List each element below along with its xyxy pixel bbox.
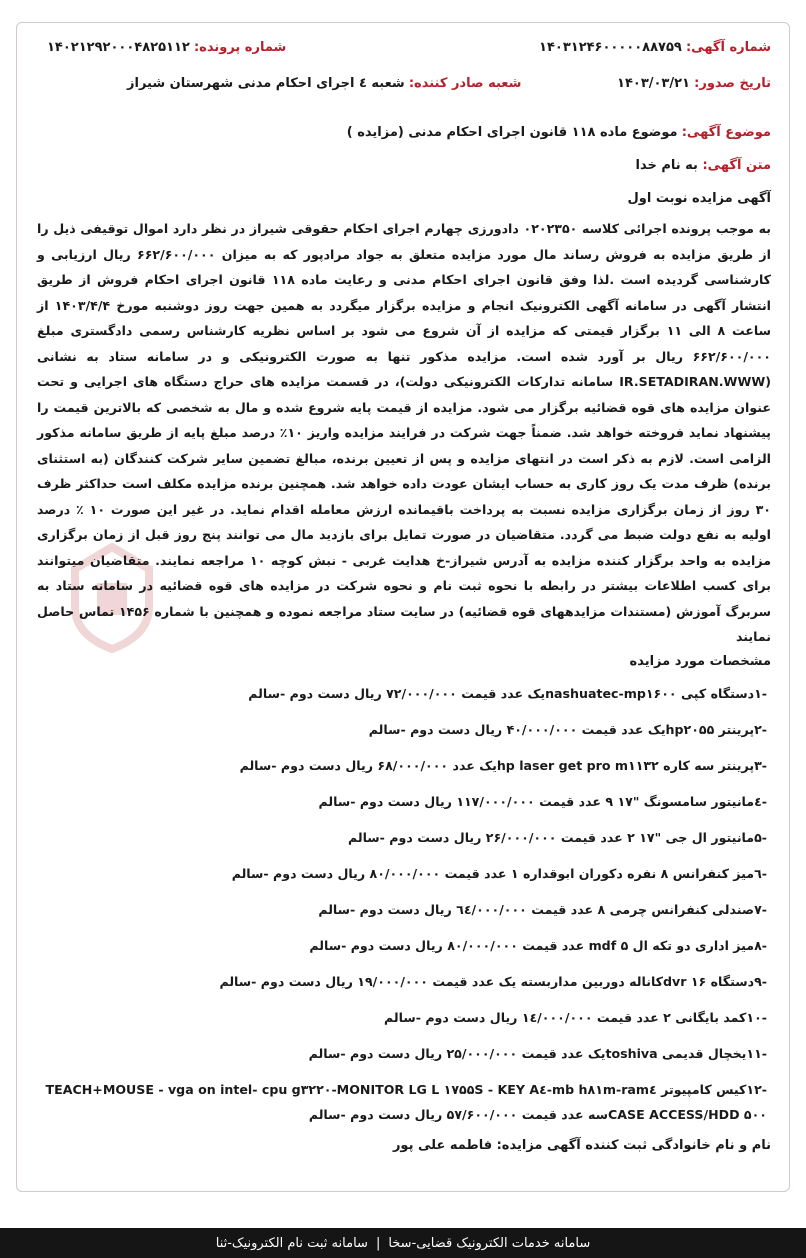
list-item: -۱۰کمد بایگانی ۲ عدد قیمت ۱٤/۰۰۰/۰۰۰ ریال دست دوم -سالم	[383, 1009, 767, 1025]
list-item: -۳پرینتر سه کاره hp laser get pro m۱۱۳۲یک عدد ۶۸/۰۰۰/۰۰۰ ریال دست دوم -سالم	[239, 757, 767, 773]
bottom-bar	[0, 1228, 806, 1258]
sana-link[interactable]: سامانه ثبت نام الکترونیک-ثنا	[215, 1235, 368, 1251]
subject-label: موضوع آگهی:	[681, 125, 771, 140]
list-item: -٤مانیتور سامسونگ "۱۷ ۹ عدد قیمت ۱۱۷/۰۰۰/۰۰۰ ریال دست دوم -سالم	[318, 793, 767, 809]
notice-frame	[16, 22, 790, 1192]
ad-number	[539, 35, 771, 61]
body-label-line	[37, 158, 771, 173]
sakha-link[interactable]: سامانه خدمات الکترونیک قضایی-سخا	[388, 1235, 591, 1251]
subject-line	[37, 125, 771, 140]
auction-title: آگهی مزایده نوبت اول	[627, 191, 771, 206]
registrant-name: نام و نام خانوادگی ثبت کننده آگهی مزایده: فاطمه علی پور	[392, 1137, 771, 1153]
list-item: -۱۱یخچال قدیمی toshivaیک عدد قیمت ۲۵/۰۰۰/۰۰۰ ریال دست دوم -سالم	[308, 1045, 767, 1061]
list-item: -٦میز کنفرانس ۸ نفره دکوران ابوقداره ۱ عدد قیمت ۸۰/۰۰۰/۰۰۰ ریال دست دوم -سالم	[231, 865, 767, 881]
issue-date-label: تاریخ صدور:	[694, 76, 771, 91]
header-row-2	[37, 71, 771, 107]
footer-separator: |	[375, 1235, 381, 1251]
notice-content	[37, 35, 771, 1153]
items-list	[37, 681, 771, 1127]
issuing-branch-value: شعبه ٤ اجرای احکام مدنی شهرستان شیراز	[127, 76, 405, 91]
issue-date	[617, 71, 771, 97]
list-item: -۸میز اداری دو تکه ال mdf ۵ عدد قیمت ۸۰/۰۰۰/۰۰۰ ریال دست دوم -سالم	[309, 937, 767, 953]
case-number-label: شماره پرونده:	[193, 40, 287, 55]
main-text: به موجب پرونده اجرائی کلاسه ۰۲۰۲۳۵۰ دادورزی چهارم اجرای احکام حقوقی شیراز در نظر دارد اموال توقیفی ذیل را از طریق مزایده به فروش رساند مال مورد مزایده متعلق به جواد مرادپور که به میزان ۶۶۲/۶۰۰/۰۰۰ ریال ارزیابی و کارشناسی گردیده است .لذا وفق قانون اجرای احکام مدنی و رعایت ماده ۱۱۸ قانون اجرای احکام فروش از طریق انتشار آگهی در سامانه آگهی الکترونیک انجام و مزایده برگزار میگردد به همین جهت روز دوشنبه مورخ ۱۴۰۳/۴/۴ از ساعت ۸ الی ۱۱ برگزار قیمتی که مزایده از آن شروع می شود بر اساس نظریه کارشناس رسمی دادگستری مبلغ ۶۶۲/۶۰۰/۰۰۰ ریال بر آورد شده است. مزایده مذکور تنها به صورت الکترونیکی و در سامانه ستاد به نشانی (IR.SETADIRAN.WWW سامانه تدارکات الکترونیکی دولت)، در قسمت مزایده های حراج دستگاه های اجرایی و تحت عنوان مزایده های قوه قضائیه برگزار می شود. مزایده از قیمت پایه شروع شده و مال به شخصی که بالاترین قیمت را پیشنهاد نماید فروخته خواهد شد. ضمناً جهت شرکت در فرایند مزایده واریز ۱۰٪ درصد مبلغ پایه از طریق سامانه مذکور الزامی است. لازم به ذکر است در انتهای مزایده و پس از تعیین برنده، مبالغ تضمین سایر شرکت کنندگان (به استثنای برنده) ظرف مدت یک روز کاری به حساب ایشان عودت داده خواهد شد. همچنین برنده مزایده مکلف است حداکثر ظرف ۳۰ روز از زمان برگزاری مزایده نسبت به پرداخت باقیمانده ارزش معامله اقدام نماید. در غیر این صورت ۱۰ ٪ درصد اولیه به نفع دولت ضبط می گردد. متقاضیان در صورت تمایل برای بازدید مال می توانند پنج روز قبل از زمان برگزاری مزایده به واحد برگزار کننده مزایده به آدرس شیراز-خ هدایت غربی - نبش کوچه ۱۰ مراجعه نمایند. متقاضیان میتوانند برای کسب اطلاعات بیشتر در رابطه با نحوه ثبت نام و نحوه شرکت در مزایده های قوه قضائیه در سامانه ستاد به سربرگ آموزش (مستندات مزایدههای قوه قضائیه) در سایت ستاد مراجعه نموده و همچنین با شماره ۱۴۵۶ تماس حاصل نمایند	[37, 221, 772, 644]
subject-value: موضوع ماده ۱۱۸ قانون اجرای احکام مدنی (مزایده )	[346, 125, 678, 140]
issue-date-value: ۱۴۰۳/۰۳/۲۱	[617, 76, 690, 91]
ad-number-label: شماره آگهی:	[685, 40, 771, 55]
case-number	[47, 35, 286, 61]
list-item: -۹دستگاه dvr ۱۶کاناله دوربین مداربسته یک عدد قیمت ۱۹/۰۰۰/۰۰۰ ریال دست دوم -سالم	[219, 973, 767, 989]
header-row-1	[37, 35, 771, 71]
list-item: -۲پرینتر hp۲۰۵۵یک عدد قیمت ۴۰/۰۰۰/۰۰۰ ریال دست دوم -سالم	[368, 721, 767, 737]
list-item: -۱دستگاه کپی nashuatec-mp۱۶۰۰یک عدد قیمت ۷۲/۰۰۰/۰۰۰ ریال دست دوم -سالم	[248, 685, 767, 701]
list-item: -۱۲کیس کامپیوتر mb h۸۱m-ram٤-vga on intel- cpu g۳۲۲۰-MONITOR LG L ۱۷۵۵S - KEY A٤ TEACH+MOUSE - CASE ACCESS/HDD ۵۰۰سه عدد قیمت ۵۷/۶۰۰/۰۰۰ ریال دست دوم -سالم	[45, 1081, 767, 1122]
list-item: -۷صندلی کنفرانس چرمی ۸ عدد قیمت ٦٤/۰۰۰/۰۰۰ ریال دست دوم -سالم	[318, 901, 767, 917]
case-number-value: ۱۴۰۲۱۲۹۲۰۰۰۴۸۲۵۱۱۲	[47, 40, 190, 55]
list-item: -۵مانیتور ال جی "۱۷ ۲ عدد قیمت ۲۶/۰۰۰/۰۰۰ ریال دست دوم -سالم	[347, 829, 767, 845]
body-heading: به نام خدا	[635, 158, 698, 173]
specs-heading: مشخصات مورد مزایده	[629, 653, 771, 669]
body-label: متن آگهی:	[702, 158, 771, 173]
issuing-branch-label: شعبه صادر کننده:	[408, 76, 522, 91]
ad-number-value: ۱۴۰۳۱۲۴۶۰۰۰۰۰۸۸۷۵۹	[539, 40, 682, 55]
issuing-branch	[127, 71, 521, 97]
